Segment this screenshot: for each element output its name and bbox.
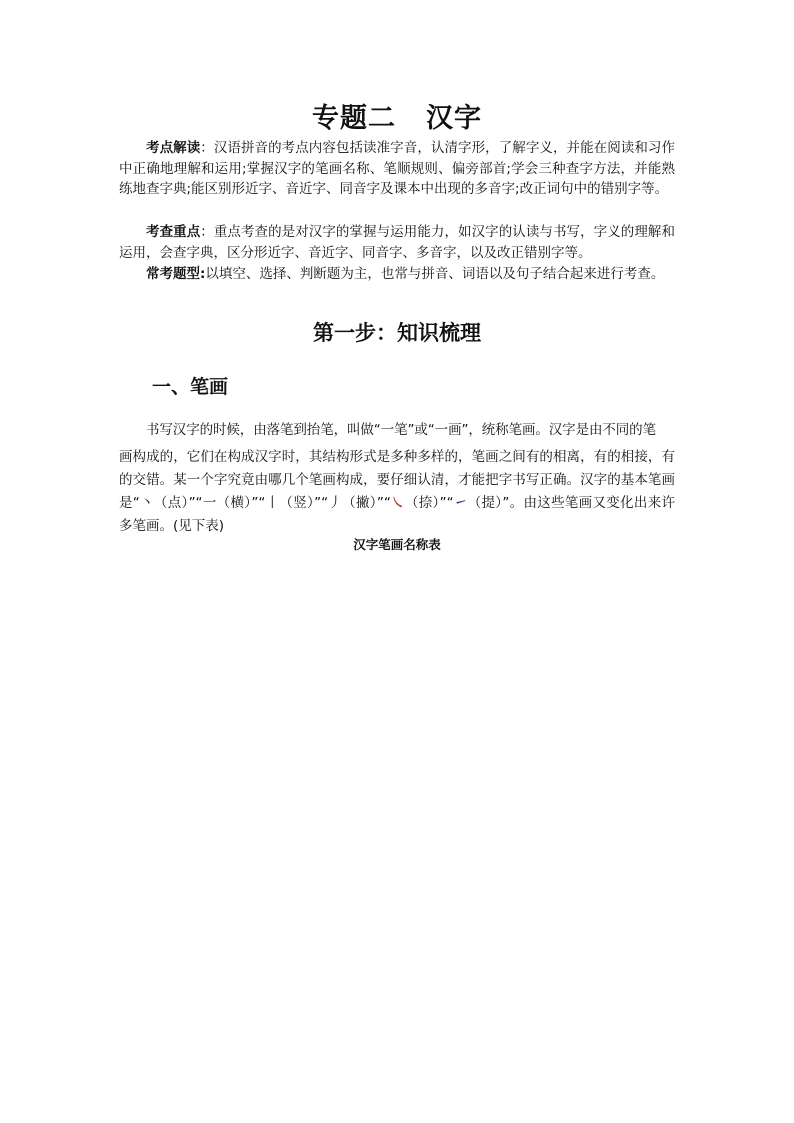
tixing-label: 常考题型: (146, 266, 206, 282)
title-topic: 专题二 (312, 103, 396, 134)
ti-stroke-icon: ㇀ (453, 495, 468, 511)
kaodian-paragraph (119, 138, 675, 200)
table-caption: 汉字笔画名称表 (353, 537, 441, 552)
strokes-line-1: 书写汉字的时候，由落笔到抬笔，叫做“一笔”或“一画”，统称笔画。汉字是由不同的笔 (146, 422, 656, 438)
strokes-text-middle: （捺）”“ (404, 495, 454, 511)
strokes-paragraph (119, 418, 675, 538)
title-subject: 汉字 (426, 103, 482, 134)
kaodian-label: 考点解读 (146, 140, 201, 156)
section-heading: 一、笔画 (152, 376, 229, 398)
tixing-text: 以填空、选择、判断题为主，也常与拼音、词语以及句子结合起来进行考查。 (205, 266, 665, 282)
tixing-paragraph (119, 264, 675, 285)
step-heading: 第一步：知识梳理 (313, 321, 481, 345)
zhongdian-paragraph (119, 222, 675, 263)
na-stroke-icon: ㇏ (390, 495, 405, 511)
page-title (0, 96, 794, 135)
strokes-text-rest (119, 446, 675, 538)
zhongdian-label: 考查重点 (146, 224, 201, 240)
kaodian-text: ：汉语拼音的考点内容包括读准字音，认清字形，了解字义，并能在阅读和习作中正确地理解和运用;掌握汉字的笔画名称、笔顺规则、偏旁部首;学会三种查字方法，并能熟练地查字典;能区别形近字、音近字、同音字及课本中出现的多音字;改正词句中的错别字等。 (119, 140, 676, 197)
strokes-text-after: （提）”。由这些笔画又变化出来许多笔画。(见下表) (119, 495, 675, 534)
strokes-text-before: 画构成的，它们在构成汉字时，其结构形式是多种多样的，笔画之间有的相离，有的相接，有的交错。某一个字究竟由哪几个笔画构成，要仔细认清，才能把字书写正确。汉字的基本笔画是“丶（点）”“一（横）”“丨（竖）”“丿（撇）”“ (119, 449, 675, 511)
zhongdian-text: ：重点考查的是对汉字的掌握与运用能力，如汉字的认读与书写，字义的理解和运用，会查字典，区分形近字、音近字、同音字、多音字，以及改正错别字等。 (119, 224, 676, 261)
